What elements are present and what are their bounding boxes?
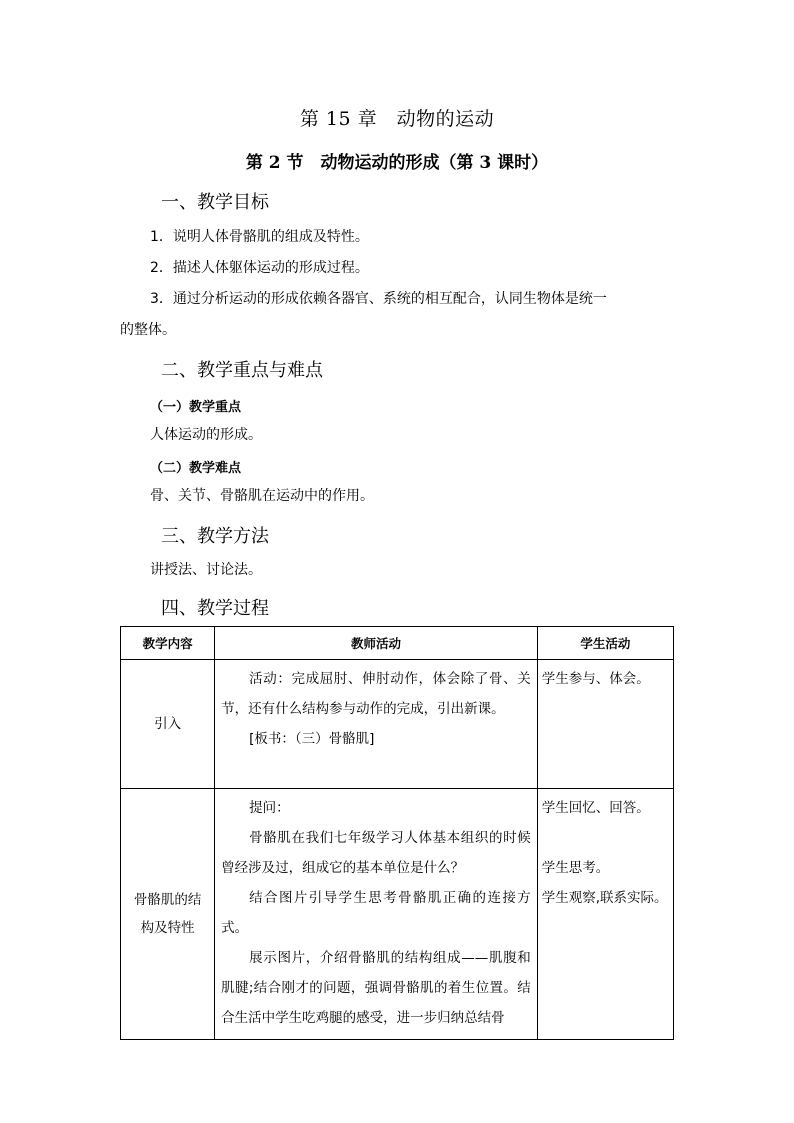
process-heading: 四、教学过程 bbox=[161, 598, 269, 619]
section-title: 第 2 节 动物运动的形成（第 3 课时） bbox=[245, 153, 549, 173]
student-line: 学生参与、体会。 bbox=[541, 671, 650, 687]
student-line: 学生回忆、回答。 bbox=[541, 800, 650, 816]
goal-item-3-cont: 的整体。 bbox=[120, 322, 176, 338]
goal-item-1: 1．说明人体骨骼肌的组成及特性。 bbox=[150, 229, 369, 245]
table-row bbox=[121, 660, 674, 789]
teacher-line: 结合图片引导学生思考骨骼肌正确的连接方式。 bbox=[221, 890, 531, 936]
header-content: 教学内容 bbox=[121, 627, 215, 660]
methods-heading: 三、教学方法 bbox=[161, 526, 269, 547]
teacher-line: 提问： bbox=[249, 800, 290, 816]
difficulty-heading: （二）教学难点 bbox=[150, 461, 242, 476]
chapter-title: 第 15 章 动物的运动 bbox=[299, 108, 495, 130]
goal-item-3: 3．通过分析运动的形成依赖各器官、系统的相互配合，认同生物体是统一 bbox=[150, 291, 607, 307]
teacher-line: [板书：（三）骨骼肌] bbox=[249, 731, 375, 747]
goal-item-2: 2．描述人体躯体运动的形成过程。 bbox=[150, 260, 369, 276]
student-line-gap bbox=[542, 823, 669, 853]
focus-heading: （一）教学重点 bbox=[150, 400, 242, 415]
difficulty-text: 骨、关节、骨骼肌在运动中的作用。 bbox=[150, 488, 374, 504]
row-student-structure bbox=[537, 789, 673, 1040]
header-teacher: 教师活动 bbox=[215, 627, 538, 660]
key-points-heading: 二、教学重点与难点 bbox=[161, 360, 323, 381]
goals-heading: 一、教学目标 bbox=[161, 192, 269, 213]
header-student: 学生活动 bbox=[537, 627, 673, 660]
student-line: 学生观察,联系实际。 bbox=[541, 890, 668, 906]
methods-text: 讲授法、讨论法。 bbox=[150, 562, 262, 578]
row-teacher-intro bbox=[215, 660, 538, 789]
lesson-process-table bbox=[120, 626, 674, 1040]
teacher-line: 骨骼肌在我们七年级学习人体基本组织的时候曾经涉及过，组成它的基本单位是什么？ bbox=[221, 830, 531, 876]
teacher-line: 活动：完成屈肘、伸肘动作，体会除了骨、关节，还有什么结构参与动作的完成，引出新课。 bbox=[221, 671, 531, 717]
row-student-intro bbox=[537, 660, 673, 789]
focus-text: 人体运动的形成。 bbox=[150, 427, 262, 443]
teacher-line: 展示图片，介绍骨骼肌的结构组成——肌腹和肌腱;结合刚才的问题，强调骨骼肌的着生位置。结合生活中学生吃鸡腿的感受，进一步归纳总结骨 bbox=[221, 950, 531, 1026]
row-content-intro: 引入 bbox=[121, 660, 215, 789]
table-header-row bbox=[121, 627, 674, 660]
row-content-structure: 骨骼肌的结构及特性 bbox=[121, 789, 215, 1040]
table-row bbox=[121, 789, 674, 1040]
row-teacher-structure bbox=[215, 789, 538, 1040]
student-line: 学生思考。 bbox=[541, 860, 610, 876]
